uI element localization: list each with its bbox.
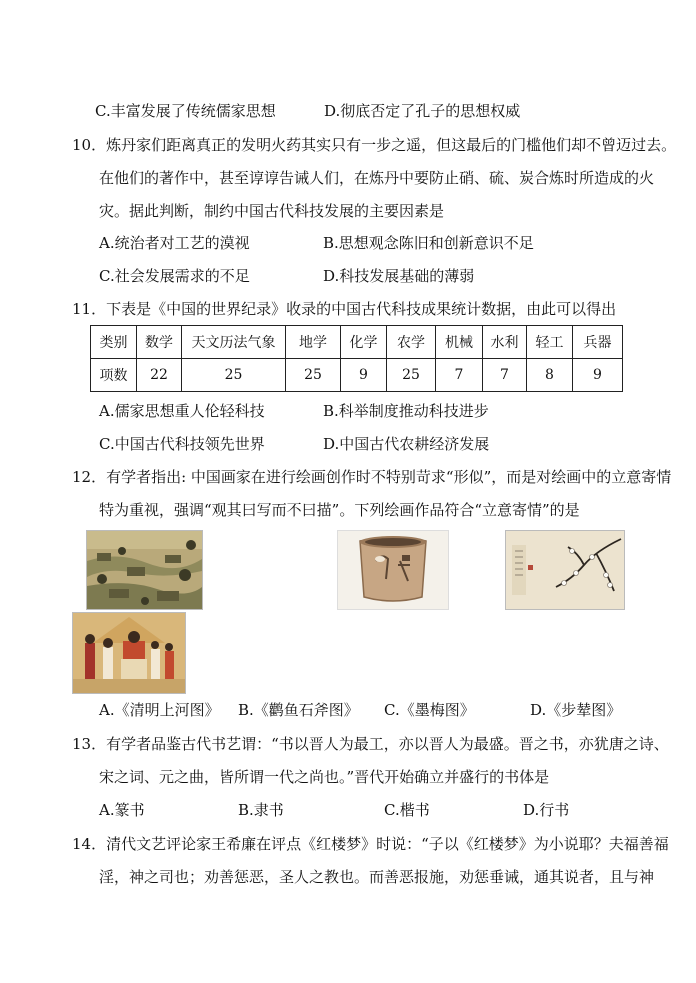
table-cell: 类别 [91,326,137,359]
q10-option-c[interactable]: C.社会发展需求的不足 [99,267,250,285]
table-cell: 化学 [341,326,387,359]
table-cell: 7 [483,359,527,392]
table-cell: 轻工 [527,326,573,359]
q13-option-c[interactable]: C.楷书 [384,801,430,819]
q10-stem-line2: 在他们的著作中，甚至谆谆告诫人们，在炼丹中要防止硝、硫、炭合炼时所造成的火 [99,169,655,187]
q11-option-c[interactable]: C.中国古代科技领先世界 [99,435,265,453]
q10-stem-line1: 10．炼丹家们距离真正的发明火药其实只有一步之遥，但这最后的门槛他们却不曾迈过去。 [72,136,677,154]
q12-stem-line2: 特为重视，强调“观其曰写而不曰描”。下列绘画作品符合“立意寄情”的是 [99,501,580,519]
q13-stem-line2: 宋之词、元之曲，皆所谓一代之尚也。”晋代开始确立并盛行的书体是 [99,768,550,786]
q11-stem-line1: 11．下表是《中国的世界纪录》收录的中国古代科技成果统计数据，由此可以得出 [72,300,617,318]
q11-stats-table [90,325,623,392]
table-cell: 兵器 [573,326,623,359]
q10-option-d[interactable]: D.科技发展基础的薄弱 [323,267,475,285]
table-cell: 9 [341,359,387,392]
table-cell: 机械 [436,326,483,359]
q12-option-a[interactable]: A.《清明上河图》 [99,701,220,719]
table-cell: 25 [286,359,341,392]
table-cell: 数学 [137,326,182,359]
q10-option-b[interactable]: B.思想观念陈旧和创新意识不足 [323,234,534,252]
table-cell: 8 [527,359,573,392]
q9-option-d[interactable]: D.彻底否定了孔子的思想权威 [324,102,521,120]
q12-option-c[interactable]: C.《墨梅图》 [384,701,475,719]
table-cell: 天文历法气象 [182,326,286,359]
q14-stem-line1: 14．清代文艺评论家王希廉在评点《红楼梦》时说：“子以《红楼梦》为小说耶？夫福善福 [72,835,669,853]
q10-stem-line3: 灾。据此判断，制约中国古代科技发展的主要因素是 [99,202,445,220]
q13-stem-line1: 13．有学者品鉴古代书艺谓：“书以晋人为最工，亦以晋人为最盛。晋之书，亦犹唐之诗、 [72,735,669,753]
q13-option-b[interactable]: B.隶书 [238,801,284,819]
table-cell: 25 [182,359,286,392]
table-row [91,359,623,392]
q14-stem-line2: 淫，神之司也；劝善惩恶，圣人之教也。而善恶报施，劝惩垂诫，通其说者，且与神 [99,868,655,886]
painting-qingming-image [86,530,203,610]
table-cell: 项数 [91,359,137,392]
q10-option-a[interactable]: A.统治者对工艺的漠视 [99,234,250,252]
table-cell: 9 [573,359,623,392]
table-cell: 25 [387,359,436,392]
q12-option-b[interactable]: B.《鹳鱼石斧图》 [238,701,359,719]
table-cell: 农学 [387,326,436,359]
table-header-row [91,326,623,359]
q11-option-b[interactable]: B.科举制度推动科技进步 [323,402,489,420]
painting-buniantu-image [72,612,186,694]
table-cell: 地学 [286,326,341,359]
q13-option-d[interactable]: D.行书 [523,801,570,819]
table-cell: 22 [137,359,182,392]
q11-option-d[interactable]: D.中国古代农耕经济发展 [323,435,490,453]
pottery-stork-fish-axe-image [337,530,449,610]
q13-option-a[interactable]: A.篆书 [99,801,145,819]
table-cell: 7 [436,359,483,392]
painting-ink-plum-image [505,530,625,610]
q9-option-c[interactable]: C.丰富发展了传统儒家思想 [95,102,276,120]
q12-stem-line1: 12．有学者指出: 中国画家在进行绘画创作时不特别苛求“形似”，而是对绘画中的立意寄情 [72,468,672,486]
q12-option-d[interactable]: D.《步辇图》 [530,701,622,719]
table-cell: 水利 [483,326,527,359]
q11-option-a[interactable]: A.儒家思想重人伦轻科技 [99,402,265,420]
